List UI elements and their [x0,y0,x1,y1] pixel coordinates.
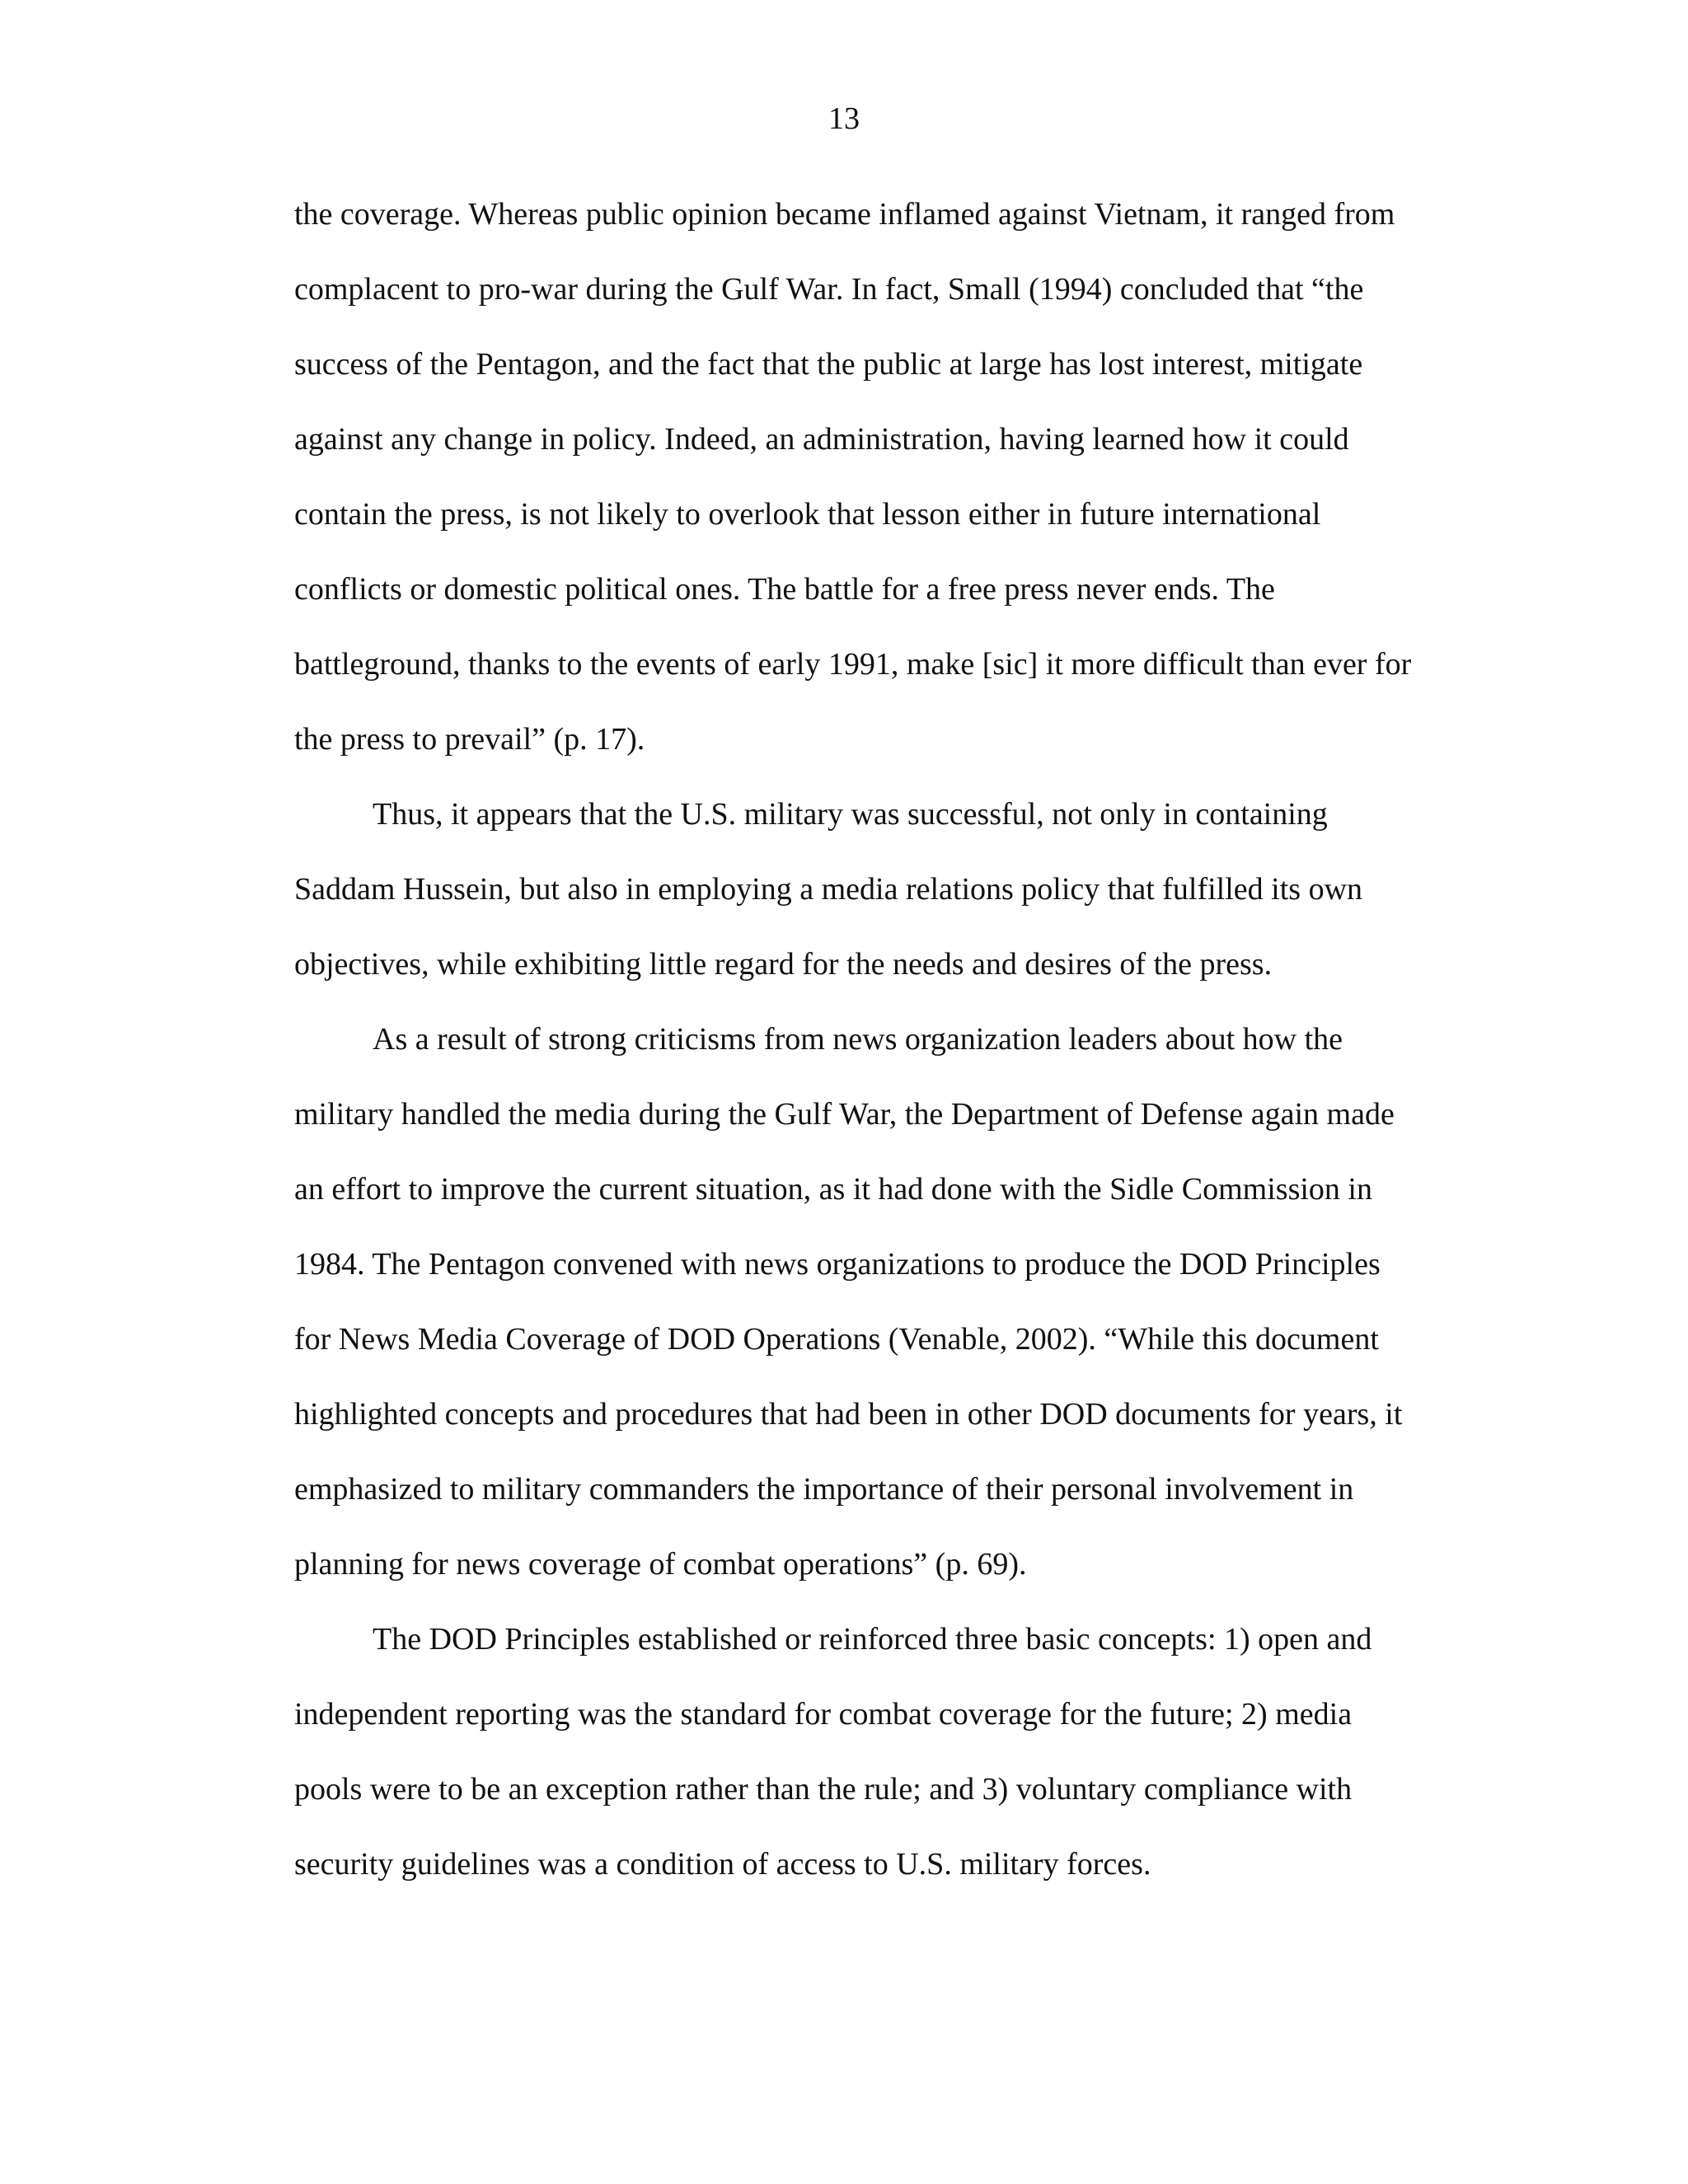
text-line: highlighted concepts and procedures that had been in other DOD documents for years, it [294,1397,1403,1432]
text-line: success of the Pentagon, and the fact that the public at large has lost interest, mitigate [294,347,1363,382]
text-line: As a result of strong criticisms from news organization leaders about how the [373,1022,1343,1057]
text-line: emphasized to military commanders the importance of their personal involvement in [294,1472,1354,1507]
text-line: pools were to be an exception rather than the rule; and 3) voluntary compliance with [294,1772,1353,1807]
text-line: conflicts or domestic political ones. The battle for a free press never ends. The [294,572,1275,607]
text-line: 1984. The Pentagon convened with news organizations to produce the DOD Principles [294,1247,1381,1282]
text-line: battleground, thanks to the events of early 1991, make [sic] it more difficult than ever for [294,647,1412,682]
text-line: an effort to improve the current situation, as it had done with the Sidle Commission in [294,1172,1372,1207]
text-line: Saddam Hussein, but also in employing a media relations policy that fulfilled its own [294,872,1363,907]
text-line: military handled the media during the Gulf War, the Department of Defense again made [294,1097,1395,1132]
text-line: the coverage. Whereas public opinion became inflamed against Vietnam, it ranged from [294,197,1395,232]
text-line: independent reporting was the standard for combat coverage for the future; 2) media [294,1697,1353,1732]
text-line: Thus, it appears that the U.S. military was successful, not only in containing [373,797,1328,832]
text-line: The DOD Principles established or reinforced three basic concepts: 1) open and [373,1622,1372,1657]
text-line: complacent to pro-war during the Gulf War. In fact, Small (1994) concluded that “the [294,272,1364,307]
text-line: for News Media Coverage of DOD Operations (Venable, 2002). “While this document [294,1322,1379,1357]
text-line: against any change in policy. Indeed, an administration, having learned how it could [294,422,1349,457]
page-number: 13 [828,101,860,136]
text-line: the press to prevail” (p. 17). [294,722,645,757]
text-line: security guidelines was a condition of access to U.S. military forces. [294,1847,1151,1882]
text-line: contain the press, is not likely to overlook that lesson either in future international [294,497,1321,532]
text-line: planning for news coverage of combat operations” (p. 69). [294,1547,1027,1582]
text-line: objectives, while exhibiting little regard for the needs and desires of the press. [294,947,1273,982]
